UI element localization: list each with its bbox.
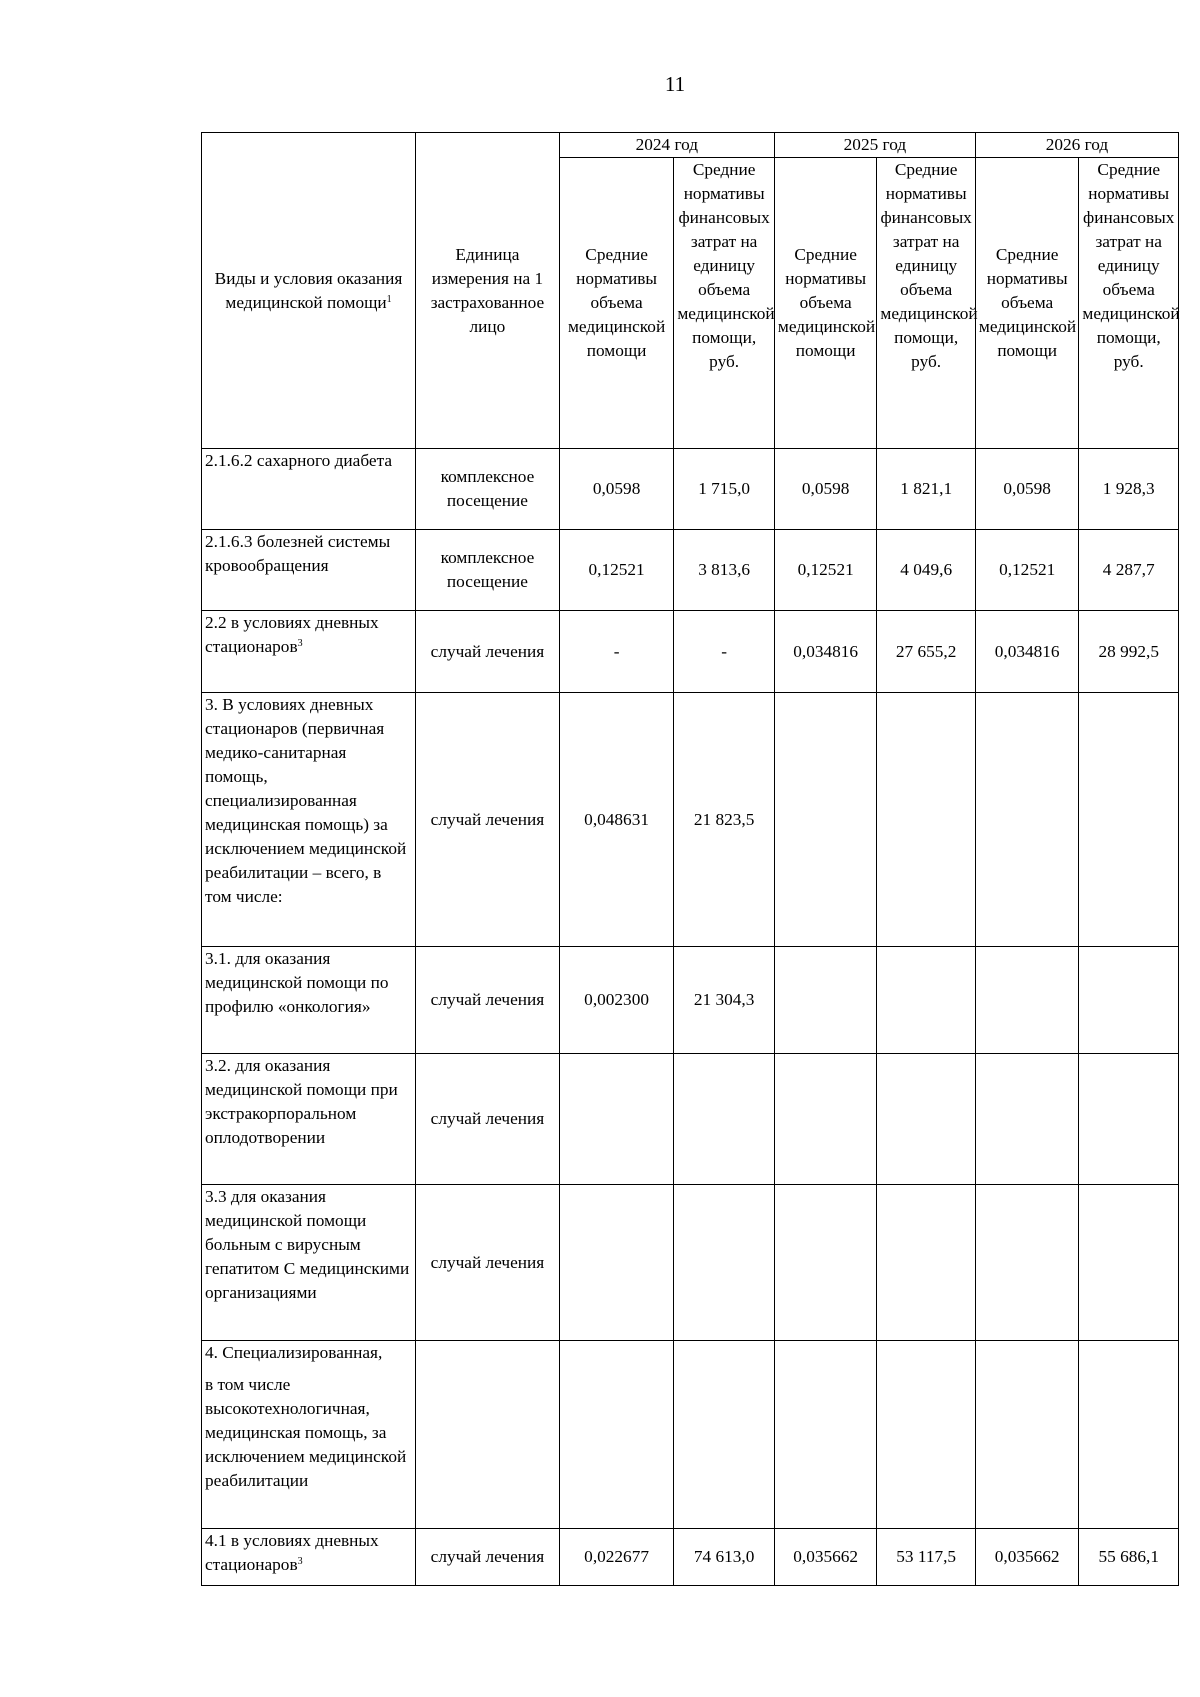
row-name-sup: 3 bbox=[297, 638, 303, 649]
volume-2026 bbox=[975, 693, 1079, 947]
table-row bbox=[202, 1529, 1179, 1586]
row-name-gap bbox=[205, 1365, 412, 1373]
volume-2025: 0,0598 bbox=[774, 449, 877, 530]
volume-2026: 0,034816 bbox=[975, 611, 1079, 693]
volume-2024: 0,002300 bbox=[559, 947, 674, 1054]
cost-2026 bbox=[1079, 1341, 1179, 1529]
cost-2026: 28 992,5 bbox=[1079, 611, 1179, 693]
volume-2024: 0,048631 bbox=[559, 693, 674, 947]
header-kind-cell bbox=[202, 133, 416, 449]
cost-2025: 27 655,2 bbox=[877, 611, 976, 693]
row-unit: случай лечения bbox=[416, 693, 560, 947]
cost-2026 bbox=[1079, 1185, 1179, 1341]
cost-2024: 74 613,0 bbox=[674, 1529, 775, 1586]
table-row bbox=[202, 1185, 1179, 1341]
table-row bbox=[202, 693, 1179, 947]
row-name: 2.1.6.2 сахарного диабета bbox=[202, 449, 416, 530]
cost-2024: - bbox=[674, 611, 775, 693]
row-name-cell bbox=[202, 1529, 416, 1586]
row-name: 2.1.6.3 болезней системы кровообращения bbox=[202, 530, 416, 611]
row-name-cell bbox=[202, 611, 416, 693]
table-row bbox=[202, 449, 1179, 530]
cost-2025 bbox=[877, 1185, 976, 1341]
volume-2026 bbox=[975, 947, 1079, 1054]
cost-2025: 1 821,1 bbox=[877, 449, 976, 530]
header-year-2024: 2024 год bbox=[559, 133, 774, 158]
row-name: 4.1 в условиях дневных стационаров bbox=[205, 1531, 379, 1574]
volume-2024: 0,0598 bbox=[559, 449, 674, 530]
row-name: 3. В условиях дневных стационаров (первичная медико-санитарная помощь, специализированная медицинская помощь) за исключением медицинской реабилитации – всего, в том числе: bbox=[202, 693, 416, 947]
header-2026-cost: Средние нормативы финансовых затрат на единицу объема медицинской помощи, руб. bbox=[1079, 158, 1179, 449]
cost-2024: 1 715,0 bbox=[674, 449, 775, 530]
header-year-2026: 2026 год bbox=[975, 133, 1178, 158]
cost-2024: 21 304,3 bbox=[674, 947, 775, 1054]
cost-2026: 1 928,3 bbox=[1079, 449, 1179, 530]
volume-2026 bbox=[975, 1185, 1079, 1341]
volume-2024: - bbox=[559, 611, 674, 693]
volume-2025 bbox=[774, 693, 877, 947]
volume-2024 bbox=[559, 1185, 674, 1341]
row-unit: случай лечения bbox=[416, 947, 560, 1054]
table-row bbox=[202, 611, 1179, 693]
cost-2024: 21 823,5 bbox=[674, 693, 775, 947]
volume-2025: 0,035662 bbox=[774, 1529, 877, 1586]
row-unit: случай лечения bbox=[416, 1529, 560, 1586]
header-year-2025: 2025 год bbox=[774, 133, 975, 158]
volume-2026 bbox=[975, 1054, 1079, 1185]
volume-2024 bbox=[559, 1054, 674, 1185]
cost-2025: 4 049,6 bbox=[877, 530, 976, 611]
row-name: 3.1. для оказания медицинской помощи по профилю «онкология» bbox=[202, 947, 416, 1054]
cost-2024 bbox=[674, 1054, 775, 1185]
cost-2026 bbox=[1079, 1054, 1179, 1185]
header-2026-volume: Средние нормативы объема медицинской помощи bbox=[975, 158, 1079, 449]
norms-table bbox=[201, 132, 1179, 1586]
header-kind-text: Виды и условия оказания медицинской помощи bbox=[214, 268, 403, 312]
row-unit: комплексное посещение bbox=[416, 449, 560, 530]
cost-2025: 53 117,5 bbox=[877, 1529, 976, 1586]
row-name: 3.2. для оказания медицинской помощи при экстракорпоральном оплодотворении bbox=[202, 1054, 416, 1185]
volume-2026: 0,035662 bbox=[975, 1529, 1079, 1586]
cost-2025 bbox=[877, 947, 976, 1054]
volume-2025: 0,034816 bbox=[774, 611, 877, 693]
header-kind-sup: 1 bbox=[386, 293, 392, 305]
row-name-cell bbox=[202, 1341, 416, 1529]
row-name: 3.3 для оказания медицинской помощи больным с вирусным гепатитом С медицинскими организациями bbox=[202, 1185, 416, 1341]
table-row bbox=[202, 1054, 1179, 1185]
table-row bbox=[202, 1341, 1179, 1529]
cost-2024 bbox=[674, 1185, 775, 1341]
row-name-first: 4. Специализированная, bbox=[205, 1343, 383, 1362]
volume-2026: 0,12521 bbox=[975, 530, 1079, 611]
volume-2025: 0,12521 bbox=[774, 530, 877, 611]
volume-2024 bbox=[559, 1341, 674, 1529]
volume-2026 bbox=[975, 1341, 1079, 1529]
row-name: в том числе высокотехнологичная, медицинская помощь, за исключением медицинской реабилитации bbox=[205, 1375, 407, 1490]
row-unit: случай лечения bbox=[416, 1054, 560, 1185]
header-2025-cost: Средние нормативы финансовых затрат на единицу объема медицинской помощи, руб. bbox=[877, 158, 976, 449]
cost-2025 bbox=[877, 693, 976, 947]
cost-2024 bbox=[674, 1341, 775, 1529]
header-unit-cell: Единица измерения на 1 застрахованное лицо bbox=[416, 133, 560, 449]
cost-2026 bbox=[1079, 693, 1179, 947]
cost-2024: 3 813,6 bbox=[674, 530, 775, 611]
header-2024-volume: Средние нормативы объема медицинской помощи bbox=[559, 158, 674, 449]
row-unit: случай лечения bbox=[416, 611, 560, 693]
row-unit bbox=[416, 1341, 560, 1529]
row-name-sup: 3 bbox=[297, 1556, 303, 1567]
table-row bbox=[202, 947, 1179, 1054]
row-name: 2.2 в условиях дневных стационаров bbox=[205, 613, 379, 656]
header-2025-volume: Средние нормативы объема медицинской помощи bbox=[774, 158, 877, 449]
volume-2025 bbox=[774, 1185, 877, 1341]
cost-2025 bbox=[877, 1341, 976, 1529]
page-number: 11 bbox=[664, 72, 686, 96]
row-unit: случай лечения bbox=[416, 1185, 560, 1341]
volume-2024: 0,022677 bbox=[559, 1529, 674, 1586]
cost-2026 bbox=[1079, 947, 1179, 1054]
cost-2026: 4 287,7 bbox=[1079, 530, 1179, 611]
volume-2026: 0,0598 bbox=[975, 449, 1079, 530]
header-year-row bbox=[202, 133, 1179, 158]
volume-2024: 0,12521 bbox=[559, 530, 674, 611]
cost-2026: 55 686,1 bbox=[1079, 1529, 1179, 1586]
cost-2025 bbox=[877, 1054, 976, 1185]
table-row bbox=[202, 530, 1179, 611]
row-unit: комплексное посещение bbox=[416, 530, 560, 611]
volume-2025 bbox=[774, 1054, 877, 1185]
volume-2025 bbox=[774, 1341, 877, 1529]
volume-2025 bbox=[774, 947, 877, 1054]
header-2024-cost: Средние нормативы финансовых затрат на единицу объема медицинской помощи, руб. bbox=[674, 158, 775, 449]
